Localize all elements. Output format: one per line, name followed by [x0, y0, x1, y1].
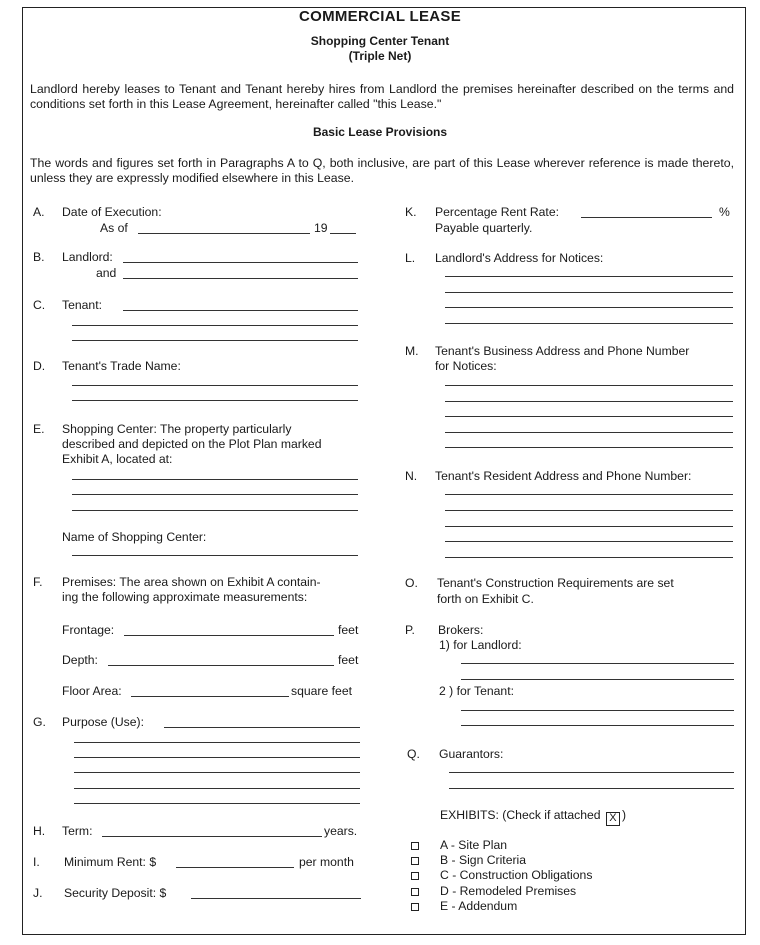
trade-name-label: Tenant's Trade Name:	[62, 359, 181, 373]
trade-name-field[interactable]	[72, 385, 358, 386]
minimum-rent-label: Minimum Rent: $	[64, 855, 157, 869]
depth-unit: feet	[338, 653, 359, 667]
intro-paragraph: Landlord hereby leases to Tenant and Tenant hereby hires from Landlord the premises hereinafter described on the terms and conditions set forth in this Lease Agreement, hereinafter called "this Lease."	[30, 82, 734, 111]
broker-tenant-field[interactable]	[461, 710, 734, 711]
letter-j: J.	[33, 886, 43, 900]
floor-area-label: Floor Area:	[62, 684, 122, 698]
landlord-field[interactable]	[123, 262, 358, 263]
location-field-2[interactable]	[72, 494, 358, 495]
guarantors-field[interactable]	[449, 772, 734, 773]
resident-address-field-4[interactable]	[445, 541, 733, 542]
business-address-field-2[interactable]	[445, 401, 733, 402]
broker-tenant-field-2[interactable]	[461, 725, 734, 726]
execution-date-field[interactable]	[138, 233, 310, 234]
frontage-unit: feet	[338, 623, 359, 637]
exhibit-b-checkbox[interactable]	[411, 857, 419, 865]
document-title: COMMERCIAL LEASE	[298, 8, 462, 25]
term-unit: years.	[324, 824, 358, 838]
broker-landlord-field[interactable]	[461, 663, 734, 664]
term-field[interactable]	[102, 836, 322, 837]
purpose-field-6[interactable]	[74, 803, 360, 804]
business-address-field-4[interactable]	[445, 432, 733, 433]
floor-area-field[interactable]	[131, 696, 289, 697]
letter-b: B.	[33, 250, 45, 264]
guarantors-field-2[interactable]	[449, 788, 734, 789]
landlord-label: Landlord:	[62, 250, 113, 264]
landlord-address-field-3[interactable]	[445, 307, 733, 308]
floor-area-unit: square feet	[291, 684, 352, 698]
broker-landlord-field-2[interactable]	[461, 679, 734, 680]
purpose-field[interactable]	[164, 727, 360, 728]
letter-p: P.	[405, 623, 415, 637]
tenant-label: Tenant:	[62, 298, 102, 312]
construction-line1: Tenant's Construction Requirements are set	[437, 576, 674, 590]
business-address-field-5[interactable]	[445, 447, 733, 448]
tenant-field[interactable]	[123, 310, 358, 311]
minimum-rent-unit: per month	[299, 855, 354, 869]
business-address-line1: Tenant's Business Address and Phone Number	[435, 344, 690, 358]
frontage-label: Frontage:	[62, 623, 115, 637]
exhibit-e-checkbox[interactable]	[411, 903, 419, 911]
trade-name-field-2[interactable]	[72, 400, 358, 401]
percentage-sign: %	[719, 205, 730, 219]
exhibit-d-label: D - Remodeled Premises	[440, 884, 577, 898]
exhibit-b-label: B - Sign Criteria	[440, 853, 527, 867]
section-title: Basic Lease Provisions	[312, 125, 448, 139]
exhibit-a-label: A - Site Plan	[440, 838, 508, 852]
security-deposit-field[interactable]	[191, 898, 361, 899]
depth-field[interactable]	[108, 665, 334, 666]
landlord-address-field-4[interactable]	[445, 323, 733, 324]
document-subtitle-2: (Triple Net)	[348, 49, 412, 63]
letter-f: F.	[33, 575, 43, 589]
exhibits-label-text: EXHIBITS: (Check if attached	[440, 808, 601, 822]
business-address-field[interactable]	[445, 385, 733, 386]
resident-address-field-2[interactable]	[445, 510, 733, 511]
date-of-execution-label: Date of Execution:	[62, 205, 162, 219]
exhibit-c-checkbox[interactable]	[411, 872, 419, 880]
guarantors-label: Guarantors:	[439, 747, 504, 761]
document-subtitle: Shopping Center Tenant	[310, 34, 450, 48]
exhibits-label	[440, 808, 626, 826]
brokers-label: Brokers:	[438, 623, 484, 637]
construction-line2: forth on Exhibit C.	[437, 592, 534, 606]
purpose-field-2[interactable]	[74, 742, 360, 743]
provisions-intro: The words and figures set forth in Paragraphs A to Q, both inclusive, are part of this Lease wherever reference is made thereto, unless they are expressly modified elsewhere in this Lease.	[30, 156, 734, 185]
exhibit-c-label: C - Construction Obligations	[440, 868, 593, 882]
percentage-rent-label: Percentage Rent Rate:	[435, 205, 559, 219]
term-label: Term:	[62, 824, 93, 838]
broker-tenant-label: 2 ) for Tenant:	[439, 684, 514, 698]
resident-address-field-3[interactable]	[445, 526, 733, 527]
exhibits-label-close: )	[621, 808, 626, 822]
letter-e: E.	[33, 422, 45, 436]
letter-a: A.	[33, 205, 45, 219]
premises-line2: ing the following approximate measurements:	[62, 590, 308, 604]
shopping-center-line3: Exhibit A, located at:	[62, 452, 173, 466]
letter-k: K.	[405, 205, 417, 219]
letter-c: C.	[33, 298, 46, 312]
depth-label: Depth:	[62, 653, 98, 667]
checked-box-icon: X	[606, 812, 620, 826]
letter-i: I.	[33, 855, 40, 869]
shopping-center-name-label: Name of Shopping Center:	[62, 530, 207, 544]
purpose-field-3[interactable]	[74, 757, 360, 758]
broker-landlord-label: 1) for Landlord:	[439, 638, 522, 652]
business-address-field-3[interactable]	[445, 416, 733, 417]
letter-n: N.	[405, 469, 418, 483]
resident-address-field-5[interactable]	[445, 557, 733, 558]
letter-d: D.	[33, 359, 46, 373]
location-field[interactable]	[72, 479, 358, 480]
letter-l: L.	[405, 251, 416, 265]
letter-m: M.	[405, 344, 419, 358]
premises-line1: Premises: The area shown on Exhibit A contain-	[62, 575, 321, 589]
security-deposit-label: Security Deposit: $	[64, 886, 167, 900]
landlord-field-2[interactable]	[123, 278, 358, 279]
landlord-address-field-2[interactable]	[445, 292, 733, 293]
resident-address-field[interactable]	[445, 494, 733, 495]
landlord-address-label: Landlord's Address for Notices:	[435, 251, 604, 265]
landlord-and-label: and	[96, 266, 117, 280]
exhibit-d-checkbox[interactable]	[411, 888, 419, 896]
letter-o: O.	[405, 576, 418, 590]
as-of-label: As of	[100, 221, 128, 235]
shopping-center-name-field[interactable]	[72, 555, 358, 556]
purpose-field-4[interactable]	[74, 772, 360, 773]
exhibit-e-label: E - Addendum	[440, 899, 518, 913]
exhibit-a-checkbox[interactable]	[411, 842, 419, 850]
year-field[interactable]	[330, 233, 356, 234]
landlord-address-field[interactable]	[445, 276, 733, 277]
letter-g: G.	[33, 715, 46, 729]
shopping-center-line1: Shopping Center: The property particularly	[62, 422, 292, 436]
frontage-field[interactable]	[124, 635, 334, 636]
resident-address-label: Tenant's Resident Address and Phone Number:	[435, 469, 692, 483]
letter-h: H.	[33, 824, 46, 838]
location-field-3[interactable]	[72, 510, 358, 511]
purpose-label: Purpose (Use):	[62, 715, 144, 729]
tenant-field-2[interactable]	[72, 325, 358, 326]
minimum-rent-field[interactable]	[176, 867, 294, 868]
business-address-line2: for Notices:	[435, 359, 497, 373]
letter-q: Q.	[407, 747, 420, 761]
payable-quarterly: Payable quarterly.	[435, 221, 533, 235]
purpose-field-5[interactable]	[74, 788, 360, 789]
tenant-field-3[interactable]	[72, 340, 358, 341]
percentage-rent-field[interactable]	[581, 217, 712, 218]
year-prefix: 19	[314, 221, 328, 235]
shopping-center-line2: described and depicted on the Plot Plan marked	[62, 437, 322, 451]
